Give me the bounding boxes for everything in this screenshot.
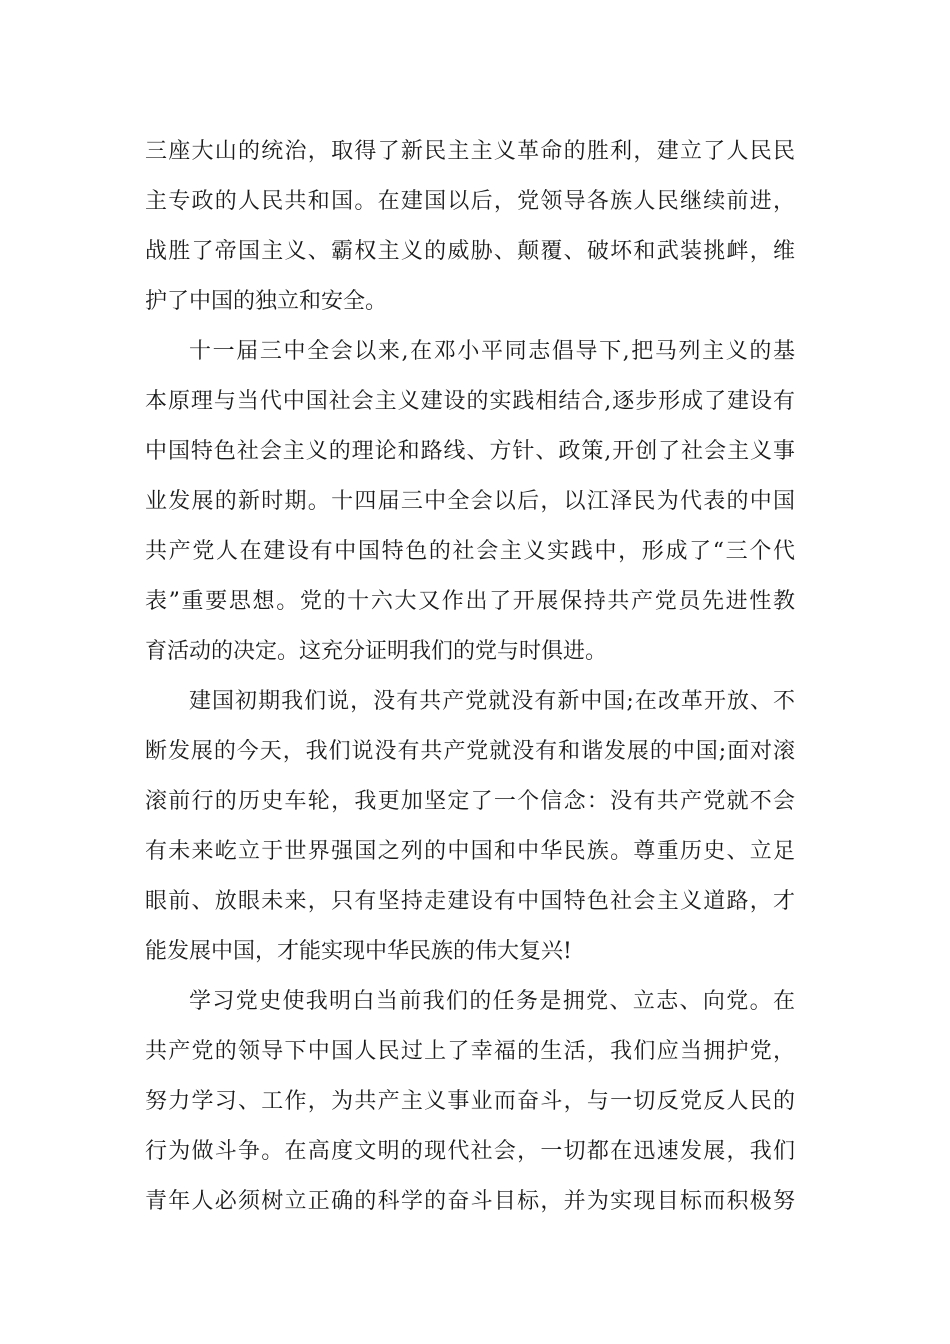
paragraph-2: [145, 327, 795, 677]
text-line: 主专政的人民共和国。在建国以后，党领导各族人民继续前进，: [145, 189, 795, 214]
paragraph-1: [145, 127, 795, 327]
text-line: 三座大山的统治，取得了新民主主义革命的胜利，建立了人民民: [145, 139, 795, 164]
text-line: 育活动的决定。这充分证明我们的党与时俱进。: [145, 639, 608, 664]
text-line: 共产党的领导下中国人民过上了幸福的生活，我们应当拥护党，: [145, 1039, 795, 1064]
text-line: 共产党人在建设有中国特色的社会主义实践中，形成了“三个代: [145, 539, 795, 564]
text-line: 能发展中国，才能实现中华民族的伟大复兴!: [145, 939, 572, 964]
text-line: 业发展的新时期。十四届三中全会以后，以江泽民为代表的中国: [145, 489, 795, 514]
text-line: 十一届三中全会以来,在邓小平同志倡导下,把马列主义的基: [189, 339, 795, 364]
text-line: 表”重要思想。党的十六大又作出了开展保持共产党员先进性教: [145, 589, 795, 614]
text-line: 青年人必须树立正确的科学的奋斗目标，并为实现目标而积极努: [145, 1189, 795, 1214]
text-line: 行为做斗争。在高度文明的现代社会，一切都在迅速发展，我们: [145, 1139, 795, 1164]
text-line: 断发展的今天，我们说没有共产党就没有和谐发展的中国;面对滚: [145, 739, 795, 764]
text-line: 滚前行的历史车轮，我更加坚定了一个信念：没有共产党就不会: [145, 789, 795, 814]
document-body: [145, 127, 795, 1227]
text-line: 有未来屹立于世界强国之列的中国和中华民族。尊重历史、立足: [145, 839, 795, 864]
text-line: 护了中国的独立和安全。: [145, 289, 388, 314]
text-line: 中国特色社会主义的理论和路线、方针、政策,开创了社会主义事: [145, 439, 795, 464]
paragraph-3: [145, 677, 795, 977]
paragraph-4: [145, 977, 795, 1227]
text-line: 战胜了帝国主义、霸权主义的威胁、颠覆、破坏和武装挑衅，维: [145, 239, 795, 264]
text-line: 眼前、放眼未来，只有坚持走建设有中国特色社会主义道路，才: [145, 889, 795, 914]
text-line: 努力学习、工作，为共产主义事业而奋斗，与一切反党反人民的: [145, 1089, 795, 1114]
text-line: 本原理与当代中国社会主义建设的实践相结合,逐步形成了建设有: [145, 389, 795, 414]
text-line: 学习党史使我明白当前我们的任务是拥党、立志、向党。在: [189, 989, 795, 1014]
text-line: 建国初期我们说，没有共产党就没有新中国;在改革开放、不: [189, 689, 795, 714]
